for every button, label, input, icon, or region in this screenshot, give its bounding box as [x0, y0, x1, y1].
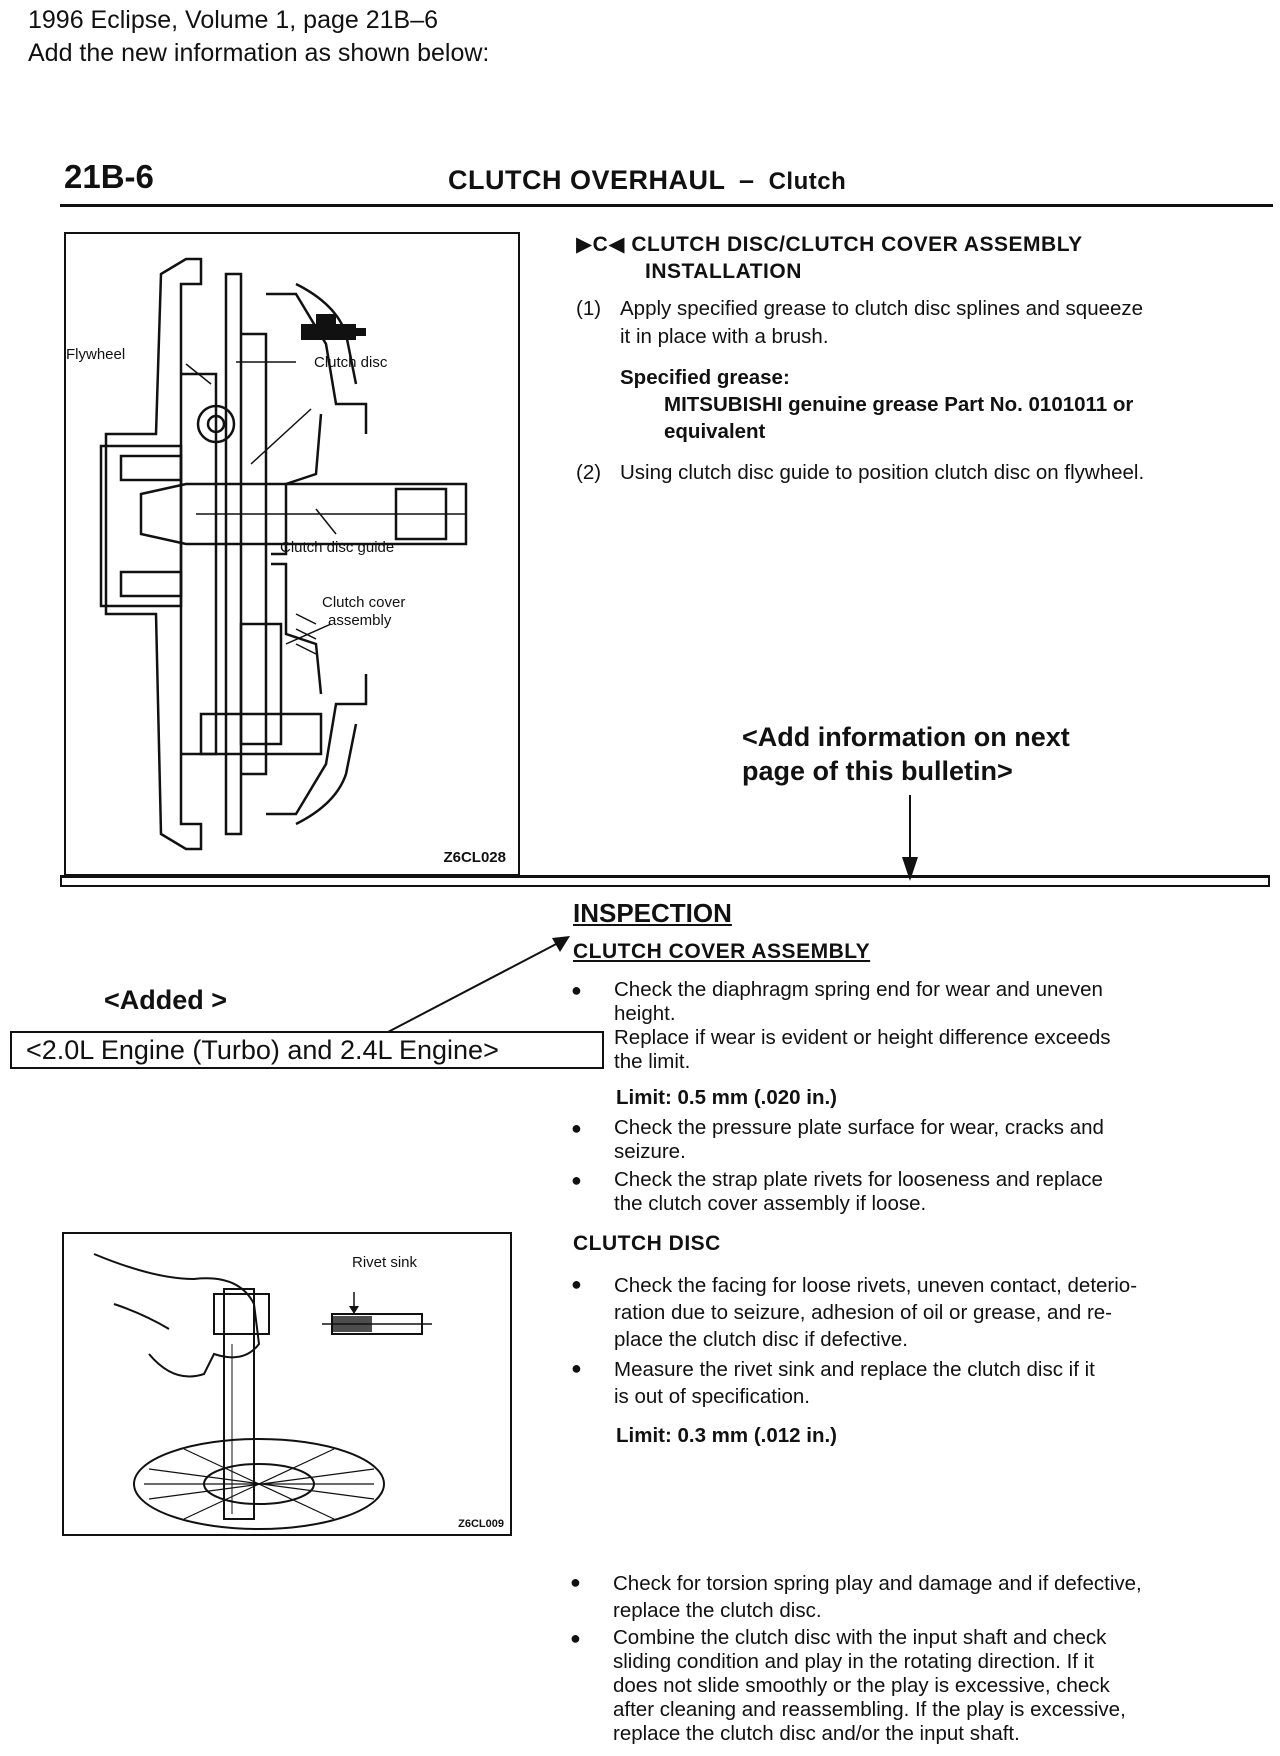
disc-b3-line2: replace the clutch disc. — [613, 1599, 822, 1622]
step1-num: (1) — [576, 297, 602, 320]
cover-bullet-2 — [571, 1116, 1271, 1164]
step1-line1: Apply specified grease to clutch disc splines and squeeze — [620, 297, 1144, 320]
disc-b3-line1: Check for torsion spring play and damage and if defective, — [613, 1572, 1142, 1595]
installation-title-line1: CLUTCH DISC/CLUTCH COVER ASSEMBLY — [631, 233, 1083, 256]
disc-bullet-3 — [570, 1570, 1270, 1624]
disc-b1-line1: Check the facing for loose rivets, uneven contact, deterio- — [614, 1274, 1138, 1297]
disc-bullet-4 — [570, 1626, 1270, 1746]
bullet-icon: ● — [571, 1118, 582, 1138]
step2-num: (2) — [576, 461, 602, 484]
cover-bullet-3 — [571, 1168, 1271, 1216]
disc-b4-line2: sliding condition and play in the rotating direction. If it — [613, 1650, 1094, 1673]
cover-b3-line2: the clutch cover assembly if loose. — [614, 1192, 927, 1215]
inspection-title: INSPECTION — [573, 898, 732, 928]
grease-line1: MITSUBISHI genuine grease Part No. 0101011 or — [664, 393, 1134, 416]
bullet-icon: ● — [570, 1572, 581, 1592]
bullet-icon: ● — [571, 1170, 582, 1190]
clutch-disc-label: Clutch disc — [314, 354, 388, 371]
title-dash: – — [739, 165, 755, 195]
figure2-code: Z6CL009 — [458, 1518, 504, 1530]
cover-limit: Limit: 0.5 mm (.020 in.) — [616, 1086, 837, 1109]
bullet-icon: ● — [571, 980, 582, 1000]
section-divider — [60, 875, 1270, 887]
bullet-icon: ● — [570, 1628, 581, 1648]
disc-b2-line1: Measure the rivet sink and replace the clutch disc if it — [614, 1358, 1095, 1381]
disc-title: CLUTCH DISC — [573, 1232, 721, 1255]
title-subtitle: Clutch — [768, 168, 847, 195]
page-title — [448, 165, 846, 196]
clutch-cover-label-line1: Clutch cover — [322, 594, 406, 611]
rivet-sink-drawing — [64, 1234, 510, 1534]
cover-b1-line3: Replace if wear is evident or height difference exceeds — [614, 1026, 1111, 1049]
cover-b3-line1: Check the strap plate rivets for looseness and replace — [614, 1168, 1103, 1191]
added-arrow-icon — [380, 932, 580, 1037]
grease-label: Specified grease: — [620, 366, 790, 389]
title-main: CLUTCH OVERHAUL — [448, 165, 725, 195]
disc-b2-line2: is out of specification. — [614, 1385, 810, 1408]
step1-line2: it in place with a brush. — [620, 325, 829, 348]
rivet-sink-figure — [62, 1232, 512, 1536]
disc-b4-line4: after cleaning and reassembling. If the play is excessive, — [613, 1698, 1126, 1721]
page-number: 21B-6 — [64, 158, 154, 195]
bullet-icon: ● — [571, 1274, 582, 1294]
add-note-line1: <Add information on next — [742, 722, 1070, 752]
clutch-cover-label — [322, 594, 405, 630]
installation-title-line2: INSTALLATION — [645, 260, 802, 283]
cover-bullet-1 — [571, 978, 1271, 1074]
cover-b1-line4: the limit. — [614, 1050, 691, 1073]
down-arrow-icon — [890, 795, 930, 885]
disc-b4-line3: does not slide smoothly or the play is excessive, check — [613, 1674, 1110, 1697]
cover-title: CLUTCH COVER ASSEMBLY — [573, 940, 871, 963]
disc-b4-line1: Combine the clutch disc with the input shaft and check — [613, 1626, 1107, 1649]
clutch-disc-guide-label: Clutch disc guide — [280, 539, 395, 556]
cover-b2-line1: Check the pressure plate surface for wear, cracks and — [614, 1116, 1104, 1139]
cover-b1-line1: Check the diaphragm spring end for wear and uneven — [614, 978, 1103, 1001]
add-note-line2: page of this bulletin> — [742, 756, 1013, 786]
added-label: <Added > — [104, 985, 228, 1015]
marker-c: ▶C◀ — [576, 233, 625, 256]
figure1-code: Z6CL028 — [443, 849, 506, 866]
disc-b1-line3: place the clutch disc if defective. — [614, 1328, 908, 1351]
bulletin-line-2: Add the new information as shown below: — [28, 39, 490, 67]
clutch-cover-label-line2: assembly — [328, 612, 392, 629]
disc-limit: Limit: 0.3 mm (.012 in.) — [616, 1424, 837, 1447]
step2-text: Using clutch disc guide to position clutch disc on flywheel. — [620, 461, 1145, 484]
rivet-sink-label: Rivet sink — [352, 1254, 418, 1271]
engine-note: <2.0L Engine (Turbo) and 2.4L Engine> — [26, 1035, 499, 1065]
bullet-icon: ● — [571, 1358, 582, 1378]
disc-b4-line5: replace the clutch disc and/or the input shaft. — [613, 1722, 1020, 1745]
clutch-assembly-figure — [64, 232, 520, 876]
installation-title — [576, 232, 1083, 257]
disc-bullet-1 — [571, 1272, 1271, 1353]
flywheel-label: Flywheel — [66, 346, 126, 363]
disc-bullet-2 — [571, 1356, 1271, 1410]
bulletin-line-1: 1996 Eclipse, Volume 1, page 21B–6 — [28, 6, 439, 34]
grease-line2: equivalent — [664, 420, 766, 443]
disc-b1-line2: ration due to seizure, adhesion of oil or grease, and re- — [614, 1301, 1112, 1324]
cover-b2-line2: seizure. — [614, 1140, 686, 1163]
header-rule — [60, 204, 1273, 207]
cover-b1-line2: height. — [614, 1002, 676, 1025]
